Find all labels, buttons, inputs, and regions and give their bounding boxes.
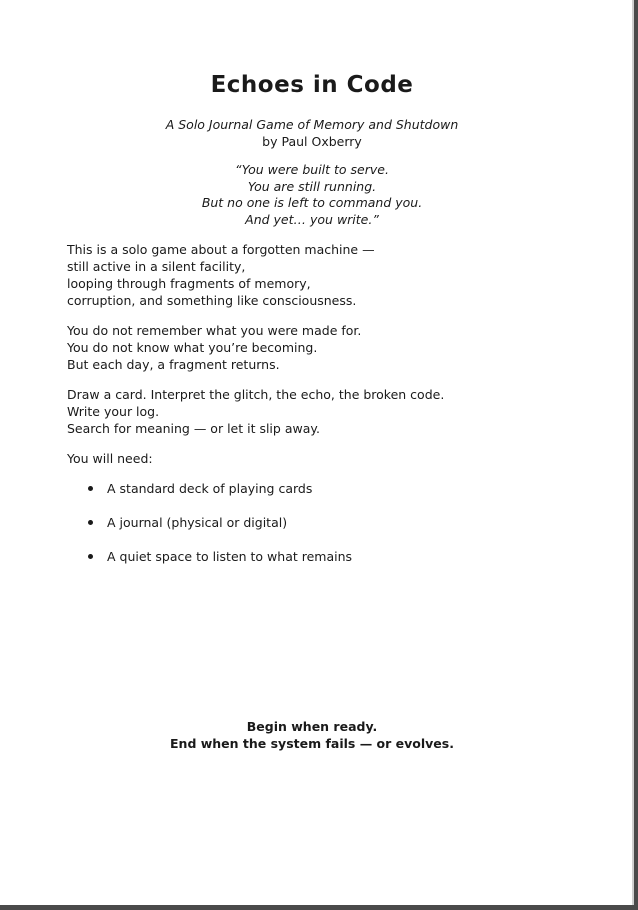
epigraph-quote <box>0 162 624 228</box>
bullet-icon <box>88 554 93 559</box>
needs-label: You will need: <box>67 451 153 466</box>
quote-line: You are still running. <box>247 178 377 194</box>
list-item <box>67 548 567 582</box>
paragraph-line: You do not remember what you were made for. <box>67 323 362 338</box>
quote-line: And yet… you write.” <box>245 211 379 227</box>
closing-line: End when the system fails — or evolves. <box>170 736 454 751</box>
document-title: Echoes in Code <box>210 72 414 98</box>
memory-paragraph <box>67 322 567 373</box>
document-body <box>67 241 567 582</box>
paragraph-line: Search for meaning — or let it slip away. <box>67 421 320 436</box>
paragraph-line: You do not know what you’re becoming. <box>67 340 318 355</box>
bullet-icon <box>88 486 93 491</box>
paragraph-line: looping through fragments of memory, <box>67 276 311 291</box>
list-item-text: A standard deck of playing cards <box>107 481 313 496</box>
needs-list <box>67 480 567 582</box>
paragraph-line: This is a solo game about a forgotten machine — <box>67 242 375 257</box>
quote-line: But no one is left to command you. <box>201 195 423 210</box>
closing-lines <box>0 718 624 752</box>
paragraph-line: But each day, a fragment returns. <box>67 357 280 372</box>
paragraph-line: Write your log. <box>67 404 160 419</box>
closing-line: Begin when ready. <box>246 719 378 734</box>
instructions-paragraph <box>67 386 567 437</box>
quote-line: “You were built to serve. <box>235 162 389 177</box>
paragraph-line: Draw a card. Interpret the glitch, the echo, the broken code. <box>67 387 445 402</box>
bullet-icon <box>88 520 93 525</box>
paragraph-line: corruption, and something like consciousness. <box>67 293 357 308</box>
paragraph-line: still active in a silent facility, <box>67 259 246 274</box>
game-subtitle: A Solo Journal Game of Memory and Shutdown <box>165 117 459 132</box>
list-item <box>67 480 567 514</box>
list-item <box>67 514 567 548</box>
list-item-text: A quiet space to listen to what remains <box>107 549 353 564</box>
author-byline: by Paul Oxberry <box>262 134 362 149</box>
list-item-text: A journal (physical or digital) <box>107 515 288 530</box>
subtitle-block <box>0 116 624 150</box>
intro-paragraph <box>67 241 567 309</box>
